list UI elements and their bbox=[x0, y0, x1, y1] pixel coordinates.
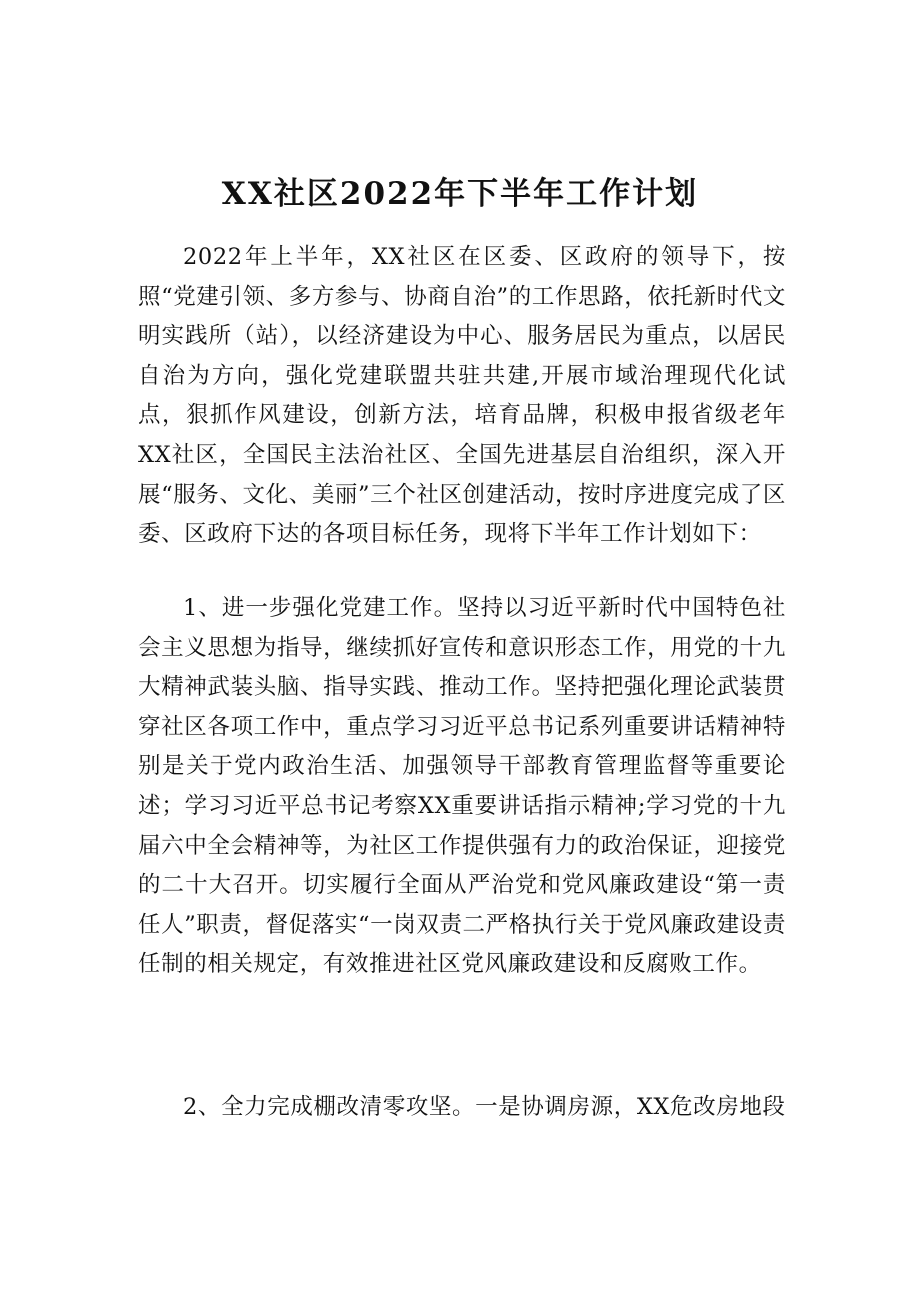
paragraph-party-building: 1、进一步强化党建工作。坚持以习近平新时代中国特色社会主义思想为指导，继续抓好宣传和意识形态工作，用党的十九大精神武装头脑、指导实践、推动工作。坚持把强化理论武装贯穿社区各项工作中，重点学习习近平总书记系列重要讲话精神特别是关于党内政治生活、加强领导干部教育管理监督等重要论述；学习习近平总书记考察XX重要讲话指示精神;学习党的十九届六中全会精神等，为社区工作提供强有力的政治保证，迎接党的二十大召开。切实履行全面从严治党和党风廉政建设“第一责任人”职责，督促落实“一岗双责二严格执行关于党风廉政建设责任制的相关规定，有效推进社区党风廉政建设和反腐败工作。 bbox=[138, 595, 786, 978]
document-title: XX社区2022年下半年工作计划 bbox=[221, 176, 699, 212]
paragraph-intro: 2022年上半年，XX社区在区委、区政府的领导下，按照“党建引领、多方参与、协商自治”的工作思路，依托新时代文明实践所（站），以经济建设为中心、服务居民为重点，以居民自治为方向，强化党建联盟共驻共建,开展市域治理现代化试点，狠抓作风建设，创新方法，培育品牌，积极申报省级老年XX社区，全国民主法治社区、全国先进基层自治组织，深入开展“服务、文化、美丽”三个社区创建活动，按时序进度完成了区委、区政府下达的各项目标任务，现将下半年工作计划如下： bbox=[138, 244, 786, 548]
paragraph-shantytown-renovation: 2、全力完成棚改清零攻坚。一是协调房源，XX危改房地段 bbox=[183, 1094, 786, 1120]
